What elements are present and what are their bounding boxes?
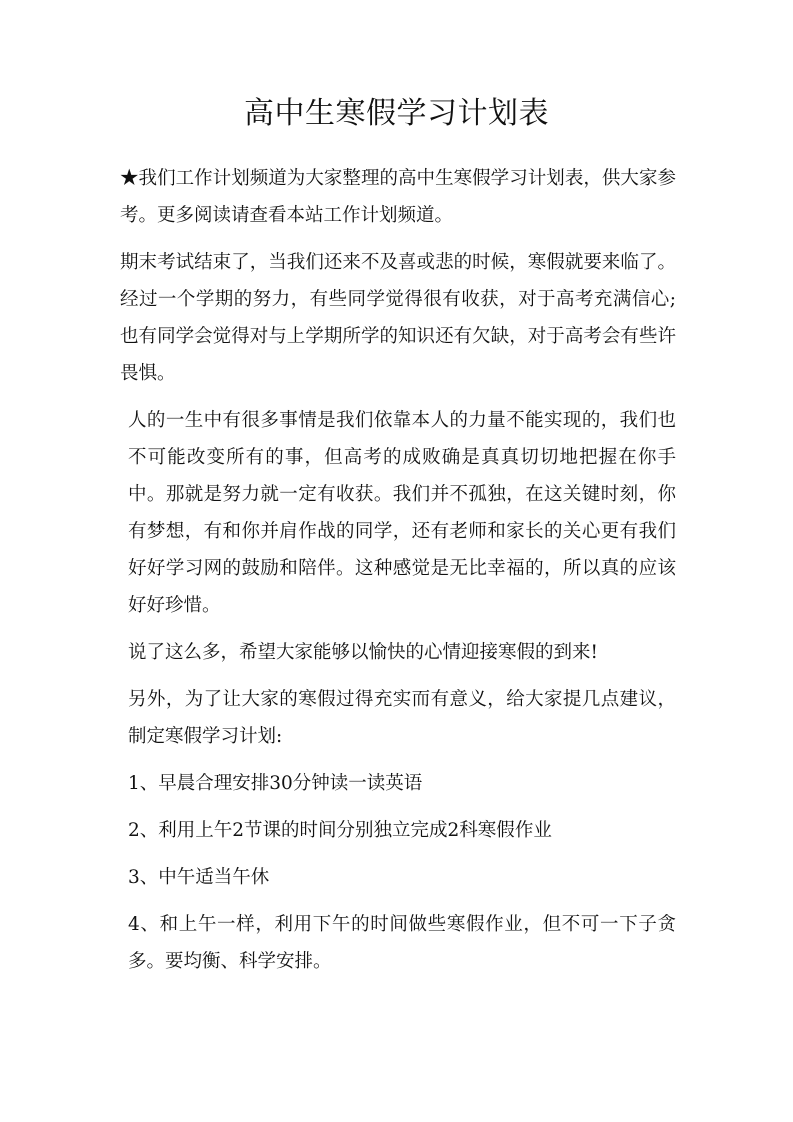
page-title: 高中生寒假学习计划表	[244, 96, 549, 131]
plan-item-4: 4、和上午一样，利用下午的时间做些寒假作业，但不可一下子贪多。要均衡、科学安排。	[128, 914, 676, 972]
paragraph-exam-end: 期末考试结束了，当我们还来不及喜或悲的时候，寒假就要来临了。经过一个学期的努力，有些同学觉得很有收获，对于高考充满信心;也有同学会觉得对与上学期所学的知识还有欠缺，对于高考会有些许畏惧。	[120, 252, 676, 384]
document-body	[120, 160, 676, 990]
plan-item-3: 3、中午适当午休	[128, 867, 270, 888]
paragraph-effort: 人的一生中有很多事情是我们依靠本人的力量不能实现的，我们也不可能改变所有的事，但高考的成败确是真真切切地把握在你手中。那就是努力就一定有收获。我们并不孤独，在这关键时刻，你有梦想，有和你并肩作战的同学，还有老师和家长的关心更有我们好好学习网的鼓励和陪伴。这种感觉是无比幸福的，所以真的应该好好珍惜。	[128, 410, 676, 616]
plan-item-1: 1、早晨合理安排30分钟读一读英语	[128, 773, 423, 794]
plan-item-2: 2、利用上午2节课的时间分别独立完成2科寒假作业	[128, 820, 552, 841]
paragraph-suggestions: 另外，为了让大家的寒假过得充实而有意义，给大家提几点建议，制定寒假学习计划:	[128, 689, 676, 747]
paragraph-wish: 说了这么多，希望大家能够以愉快的心情迎接寒假的到来!	[128, 642, 598, 663]
intro-paragraph: ★我们工作计划频道为大家整理的高中生寒假学习计划表，供大家参考。更多阅读请查看本站工作计划频道。	[120, 168, 676, 226]
